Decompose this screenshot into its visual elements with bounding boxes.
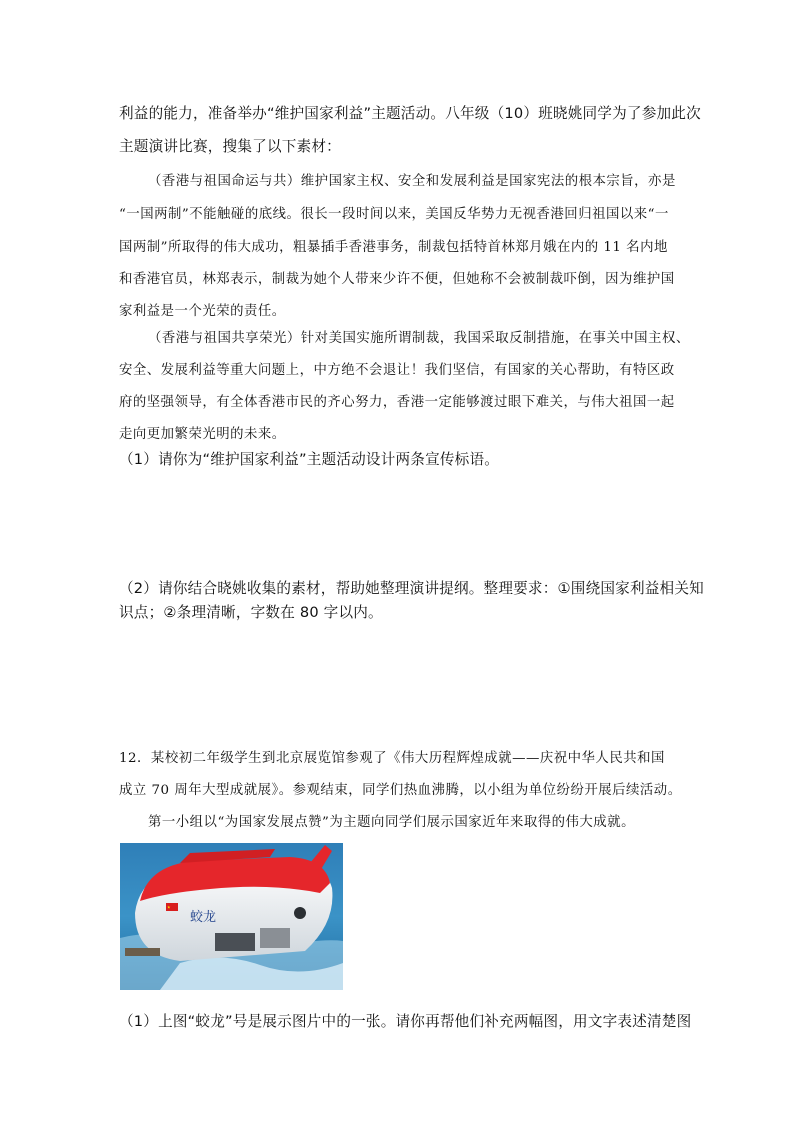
material1-line: “一国两制”不能触碰的底线。很长一段时间以来，美国反华势力无视香港回归祖国以来“一	[119, 207, 669, 222]
hull-text: 蛟龙	[190, 910, 217, 925]
question-12-line-3: 第一小组以“为国家发展点赞”为主题向同学们展示国家近年来取得的伟大成就。	[148, 815, 635, 830]
material1-line: 国两制”所取得的伟大成功，粗暴插手香港事务，制裁包括特首林郑月娥在内的 11 名内地	[119, 240, 668, 255]
jiaolong-submersible-photo	[120, 843, 343, 990]
material1-line: （香港与祖国命运与共）维护国家主权、安全和发展利益是国家宪法的根本宗旨，亦是	[148, 174, 676, 189]
material2-line: 安全、发展利益等重大问题上，中方绝不会退让！我们坚信，有国家的关心帮助，有特区政	[119, 363, 675, 378]
question-12-line-2: 成立 70 周年大型成就展》。参观结束，同学们热血沸腾，以小组为单位纷纷开展后续活动。	[119, 783, 682, 798]
material2-line: 府的坚强领导，有全体香港市民的齐心努力，香港一定能够渡过眼下难关，与伟大祖国一起	[119, 395, 675, 410]
material1-line: 和香港官员，林郑表示，制裁为她个人带来少许不便，但她称不会被制裁吓倒，因为维护国	[119, 272, 675, 287]
question-1: （1）请你为“维护国家利益”主题活动设计两条宣传标语。	[119, 451, 500, 468]
question-12-1: （1）上图“蛟龙”号是展示图片中的一张。请你再帮他们补充两幅图，用文字表述清楚图	[119, 1013, 692, 1030]
question-2-line-1: （2）请你结合晓姚收集的素材，帮助她整理演讲提纲。整理要求：①围绕国家利益相关知	[119, 580, 704, 597]
material1-line: 家利益是一个光荣的责任。	[119, 304, 286, 319]
intro-line-1: 利益的能力，准备举办“维护国家利益”主题活动。八年级（10）班晓姚同学为了参加此次	[119, 105, 701, 122]
intro-line-2: 主题演讲比赛，搜集了以下素材：	[119, 138, 341, 155]
material2-line: （香港与祖国共享荣光）针对美国实施所谓制裁，我国采取反制措施，在事关中国主权、	[148, 331, 690, 346]
question-2-line-2: 识点；②条理清晰，字数在 80 字以内。	[119, 604, 383, 621]
question-12-line-1: 12．某校初二年级学生到北京展览馆参观了《伟大历程辉煌成就——庆祝中华人民共和国	[119, 751, 665, 766]
material2-line: 走向更加繁荣光明的未来。	[119, 427, 286, 442]
svg-text:★: ★	[167, 904, 171, 910]
